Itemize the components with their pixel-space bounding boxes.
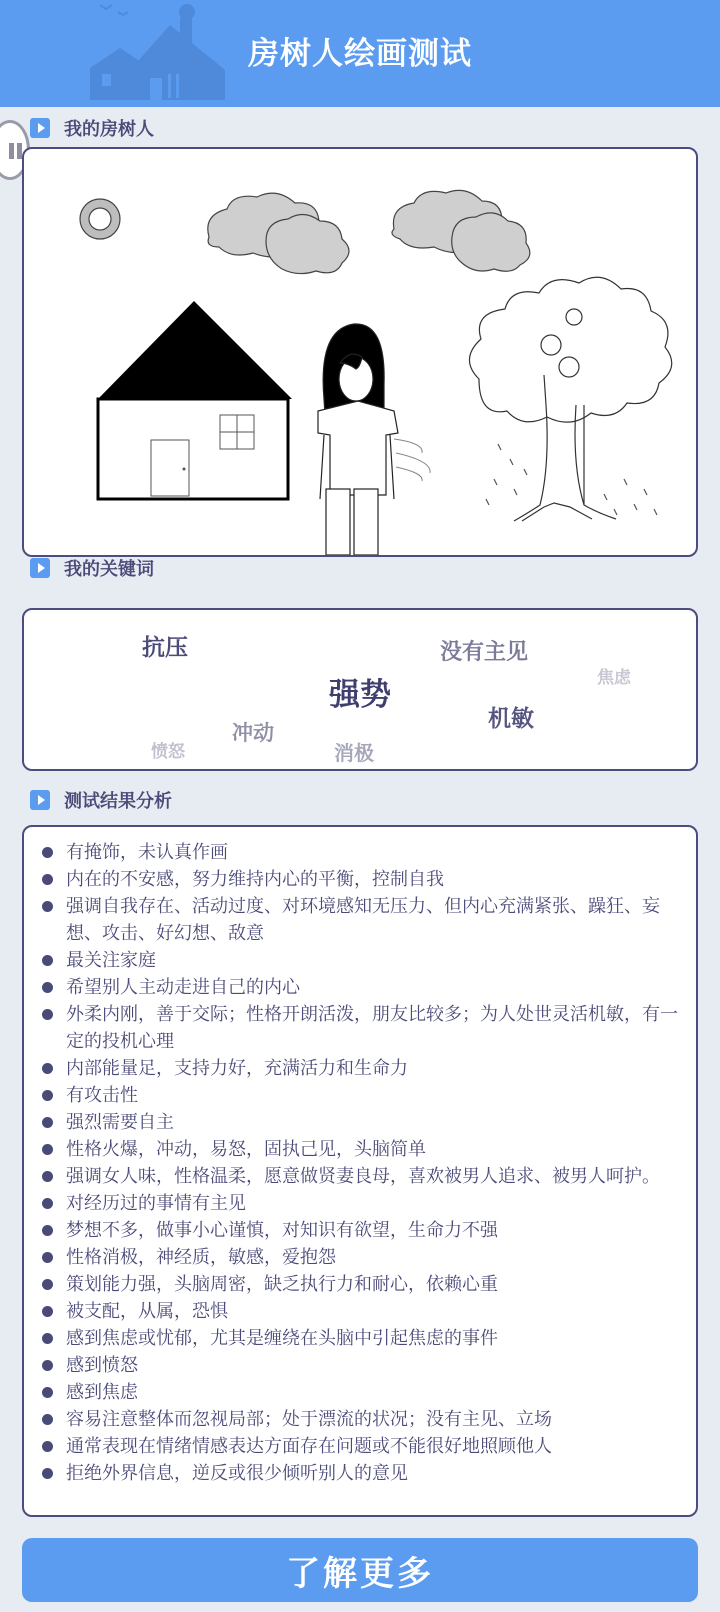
drawing-section-header: [30, 115, 154, 141]
result-item: 内在的不安感，努力维持内心的平衡，控制自我: [40, 866, 682, 893]
keywords-section-title: 我的关键词: [64, 559, 154, 580]
keywords-panel: [22, 608, 698, 771]
result-item: 有掩饰，未认真作画: [40, 839, 682, 866]
play-icon: [30, 118, 50, 138]
keyword-tag: 焦虑: [597, 668, 631, 688]
result-item: 强调女人味，性格温柔，愿意做贤妻良母，喜欢被男人追求、被男人呵护。: [40, 1163, 682, 1190]
result-item: 外柔内刚，善于交际；性格开朗活泼，朋友比较多；为人处世灵活机敏，有一定的投机心理: [40, 1001, 682, 1055]
result-item: 感到焦虑: [40, 1379, 682, 1406]
result-item: 策划能力强，头脑周密，缺乏执行力和耐心，依赖心重: [40, 1271, 682, 1298]
results-panel: [22, 825, 698, 1517]
result-item: 感到愤怒: [40, 1352, 682, 1379]
drawing-panel: [22, 147, 698, 557]
play-icon: [30, 790, 50, 810]
learn-more-button[interactable]: 了解更多: [22, 1538, 698, 1602]
keyword-tag: 强势: [329, 677, 391, 713]
result-item: 性格火爆，冲动，易怒，固执己见，头脑简单: [40, 1136, 682, 1163]
house-tree-person-drawing: [24, 149, 696, 555]
result-item: 梦想不多，做事小心谨慎，对知识有欲望，生命力不强: [40, 1217, 682, 1244]
person-drawing: [318, 324, 430, 555]
result-item: 被支配，从属，恐惧: [40, 1298, 682, 1325]
cloud-icon-left: [208, 193, 349, 273]
result-item: 内部能量足，支持力好，充满活力和生命力: [40, 1055, 682, 1082]
results-list: [24, 827, 696, 1487]
result-item: 拒绝外界信息，逆反或很少倾听别人的意见: [40, 1460, 682, 1487]
keyword-tag: 冲动: [232, 721, 274, 745]
result-item: 最关注家庭: [40, 947, 682, 974]
result-item: 通常表现在情绪情感表达方面存在问题或不能很好地照顾他人: [40, 1433, 682, 1460]
result-item: 容易注意整体而忽视局部；处于漂流的状况；没有主见、立场: [40, 1406, 682, 1433]
result-item: 对经历过的事情有主见: [40, 1190, 682, 1217]
tree-drawing: [469, 277, 671, 521]
result-item: 希望别人主动走进自己的内心: [40, 974, 682, 1001]
page-title: 房树人绘画测试: [248, 36, 472, 72]
play-icon: [30, 558, 50, 578]
results-section-header: [30, 787, 172, 813]
keyword-tag: 愤怒: [151, 742, 185, 762]
keyword-tag: 消极: [334, 741, 374, 765]
house-drawing: [98, 301, 292, 499]
result-item: 强烈需要自主: [40, 1109, 682, 1136]
keyword-tag: 抗压: [142, 635, 188, 661]
results-section-title: 测试结果分析: [64, 791, 172, 812]
keyword-tag: 没有主见: [440, 640, 529, 665]
keywords-section-header: [30, 555, 154, 581]
result-item: 有攻击性: [40, 1082, 682, 1109]
keyword-tag: 机敏: [488, 706, 534, 732]
result-item: 强调自我存在、活动过度、对环境感知无压力、但内心充满紧张、躁狂、妄想、攻击、好幻想、敌意: [40, 893, 682, 947]
app-header: [0, 0, 720, 107]
result-item: 感到焦虑或忧郁，尤其是缠绕在头脑中引起焦虑的事件: [40, 1325, 682, 1352]
result-item: 性格消极，神经质，敏感，爱抱怨: [40, 1244, 682, 1271]
drawing-section-title: 我的房树人: [64, 119, 154, 140]
cloud-icon-right: [392, 190, 530, 271]
sun-icon: [80, 199, 120, 239]
